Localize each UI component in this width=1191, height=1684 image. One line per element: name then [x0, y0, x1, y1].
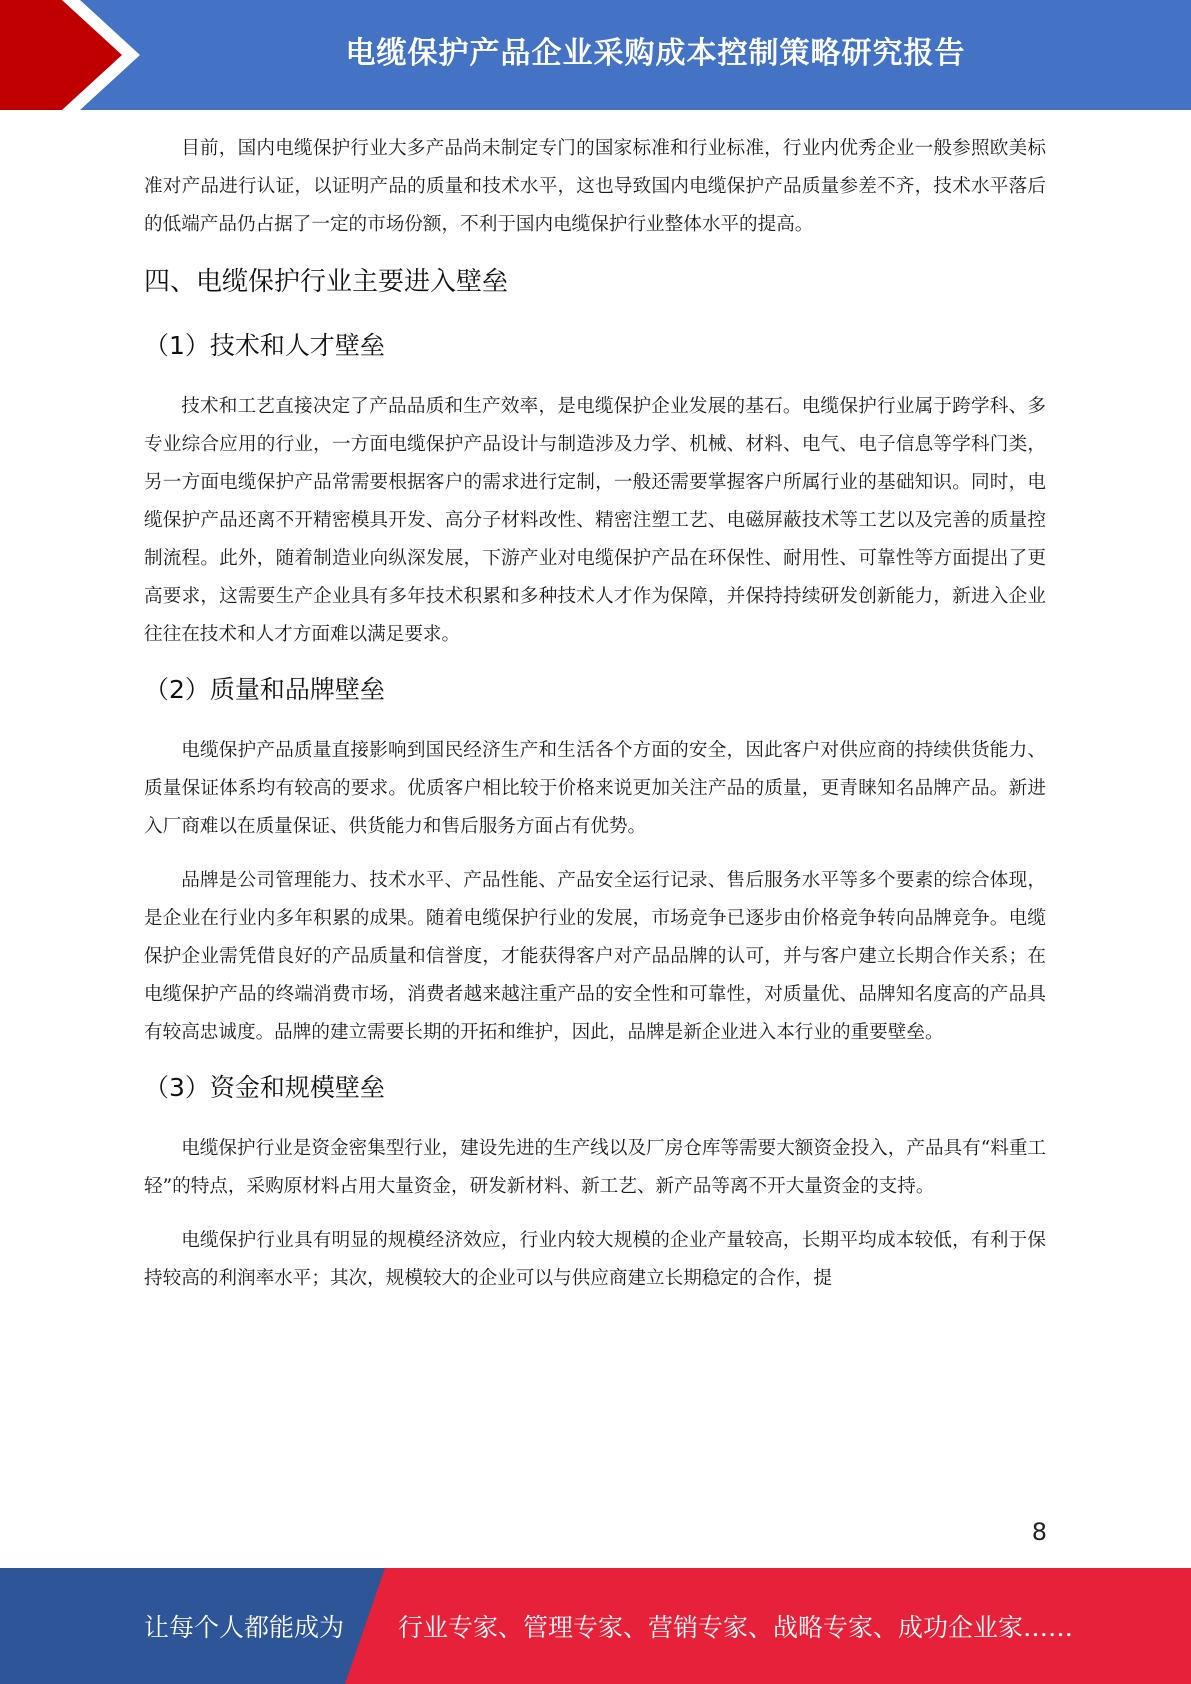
- subsection-title-capital: （3）资金和规模壁垒: [144, 1073, 385, 1102]
- page-footer: [0, 1568, 1191, 1684]
- section-title: 四、电缆保护行业主要进入壁垒: [144, 267, 509, 297]
- tech-paragraph: 技术和工艺直接决定了产品品质和生产效率，是电缆保护企业发展的基石。电缆保护行业属于跨学科、多专业综合应用的行业，一方面电缆保护产品设计与制造涉及力学、机械、材料、电气、电子信息等学科门类，另一方面电缆保护产品常需要根据客户的需求进行定制，一般还需要掌握客户所属行业的基础知识。同时，电缆保护产品还离不开精密模具开发、高分子材料改性、精密注塑工艺、电磁屏蔽技术等工艺以及完善的质量控制流程。此外，随着制造业向纵深发展，下游产业对电缆保护产品在环保性、耐用性、可靠性等方面提出了更高要求，这需要生产企业具有多年技术积累和多种技术人才作为保障，并保持持续研发创新能力，新进入企业往往在技术和人才方面难以满足要求。: [144, 396, 1046, 645]
- brand-paragraph: 品牌是公司管理能力、技术水平、产品性能、产品安全运行记录、售后服务水平等多个要素的综合体现，是企业在行业内多年积累的成果。随着电缆保护行业的发展，市场竞争已逐步由价格竞争转向品牌竞争。电缆保护企业需凭借良好的产品质量和信誉度，才能获得客户对产品品牌的认可，并与客户建立长期合作关系；在电缆保护产品的终端消费市场，消费者越来越注重产品的安全性和可靠性，对质量优、品牌知名度高的产品具有较高忠诚度。品牌的建立需要长期的开拓和维护，因此，品牌是新企业进入本行业的重要壁垒。: [144, 870, 1046, 1043]
- subsection-title-quality: （2）质量和品牌壁垒: [144, 675, 385, 704]
- footer-slogan-left: 让每个人都能成为: [144, 1613, 345, 1642]
- capital-paragraph: 电缆保护行业是资金密集型行业，建设先进的生产线以及厂房仓库等需要大额资金投入，产品具有“料重工轻”的特点，采购原材料占用大量资金，研发新材料、新工艺、新产品等离不开大量资金的支持。: [144, 1138, 1047, 1197]
- page-header: [0, 0, 1191, 110]
- document-body: [144, 130, 1046, 1314]
- page-number: 8: [1031, 1518, 1047, 1546]
- header-title: 电缆保护产品企业采购成本控制策略研究报告: [345, 36, 966, 71]
- scale-paragraph: 电缆保护行业具有明显的规模经济效应，行业内较大规模的企业产量较高，长期平均成本较低，有利于保持较高的利润率水平；其次，规模较大的企业可以与供应商建立长期稳定的合作，提: [144, 1230, 1046, 1289]
- header-chevron-decoration: [0, 0, 170, 110]
- intro-paragraph: 目前，国内电缆保护行业大多产品尚未制定专门的国家标准和行业标准，行业内优秀企业一般参照欧美标准对产品进行认证，以证明产品的质量和技术水平，这也导致国内电缆保护产品质量参差不齐，技术水平落后的低端产品仍占据了一定的市场份额，不利于国内电缆保护行业整体水平的提高。: [144, 138, 1046, 235]
- footer-slogan-right: 行业专家、管理专家、营销专家、战略专家、成功企业家……: [398, 1613, 1074, 1642]
- quality-paragraph: 电缆保护产品质量直接影响到国民经济生产和生活各个方面的安全，因此客户对供应商的持续供货能力、质量保证体系均有较高的要求。优质客户相比较于价格来说更加关注产品的质量，更青睐知名品牌产品。新进入厂商难以在质量保证、供货能力和售后服务方面占有优势。: [144, 740, 1046, 837]
- subsection-title-tech: （1）技术和人才壁垒: [144, 331, 385, 360]
